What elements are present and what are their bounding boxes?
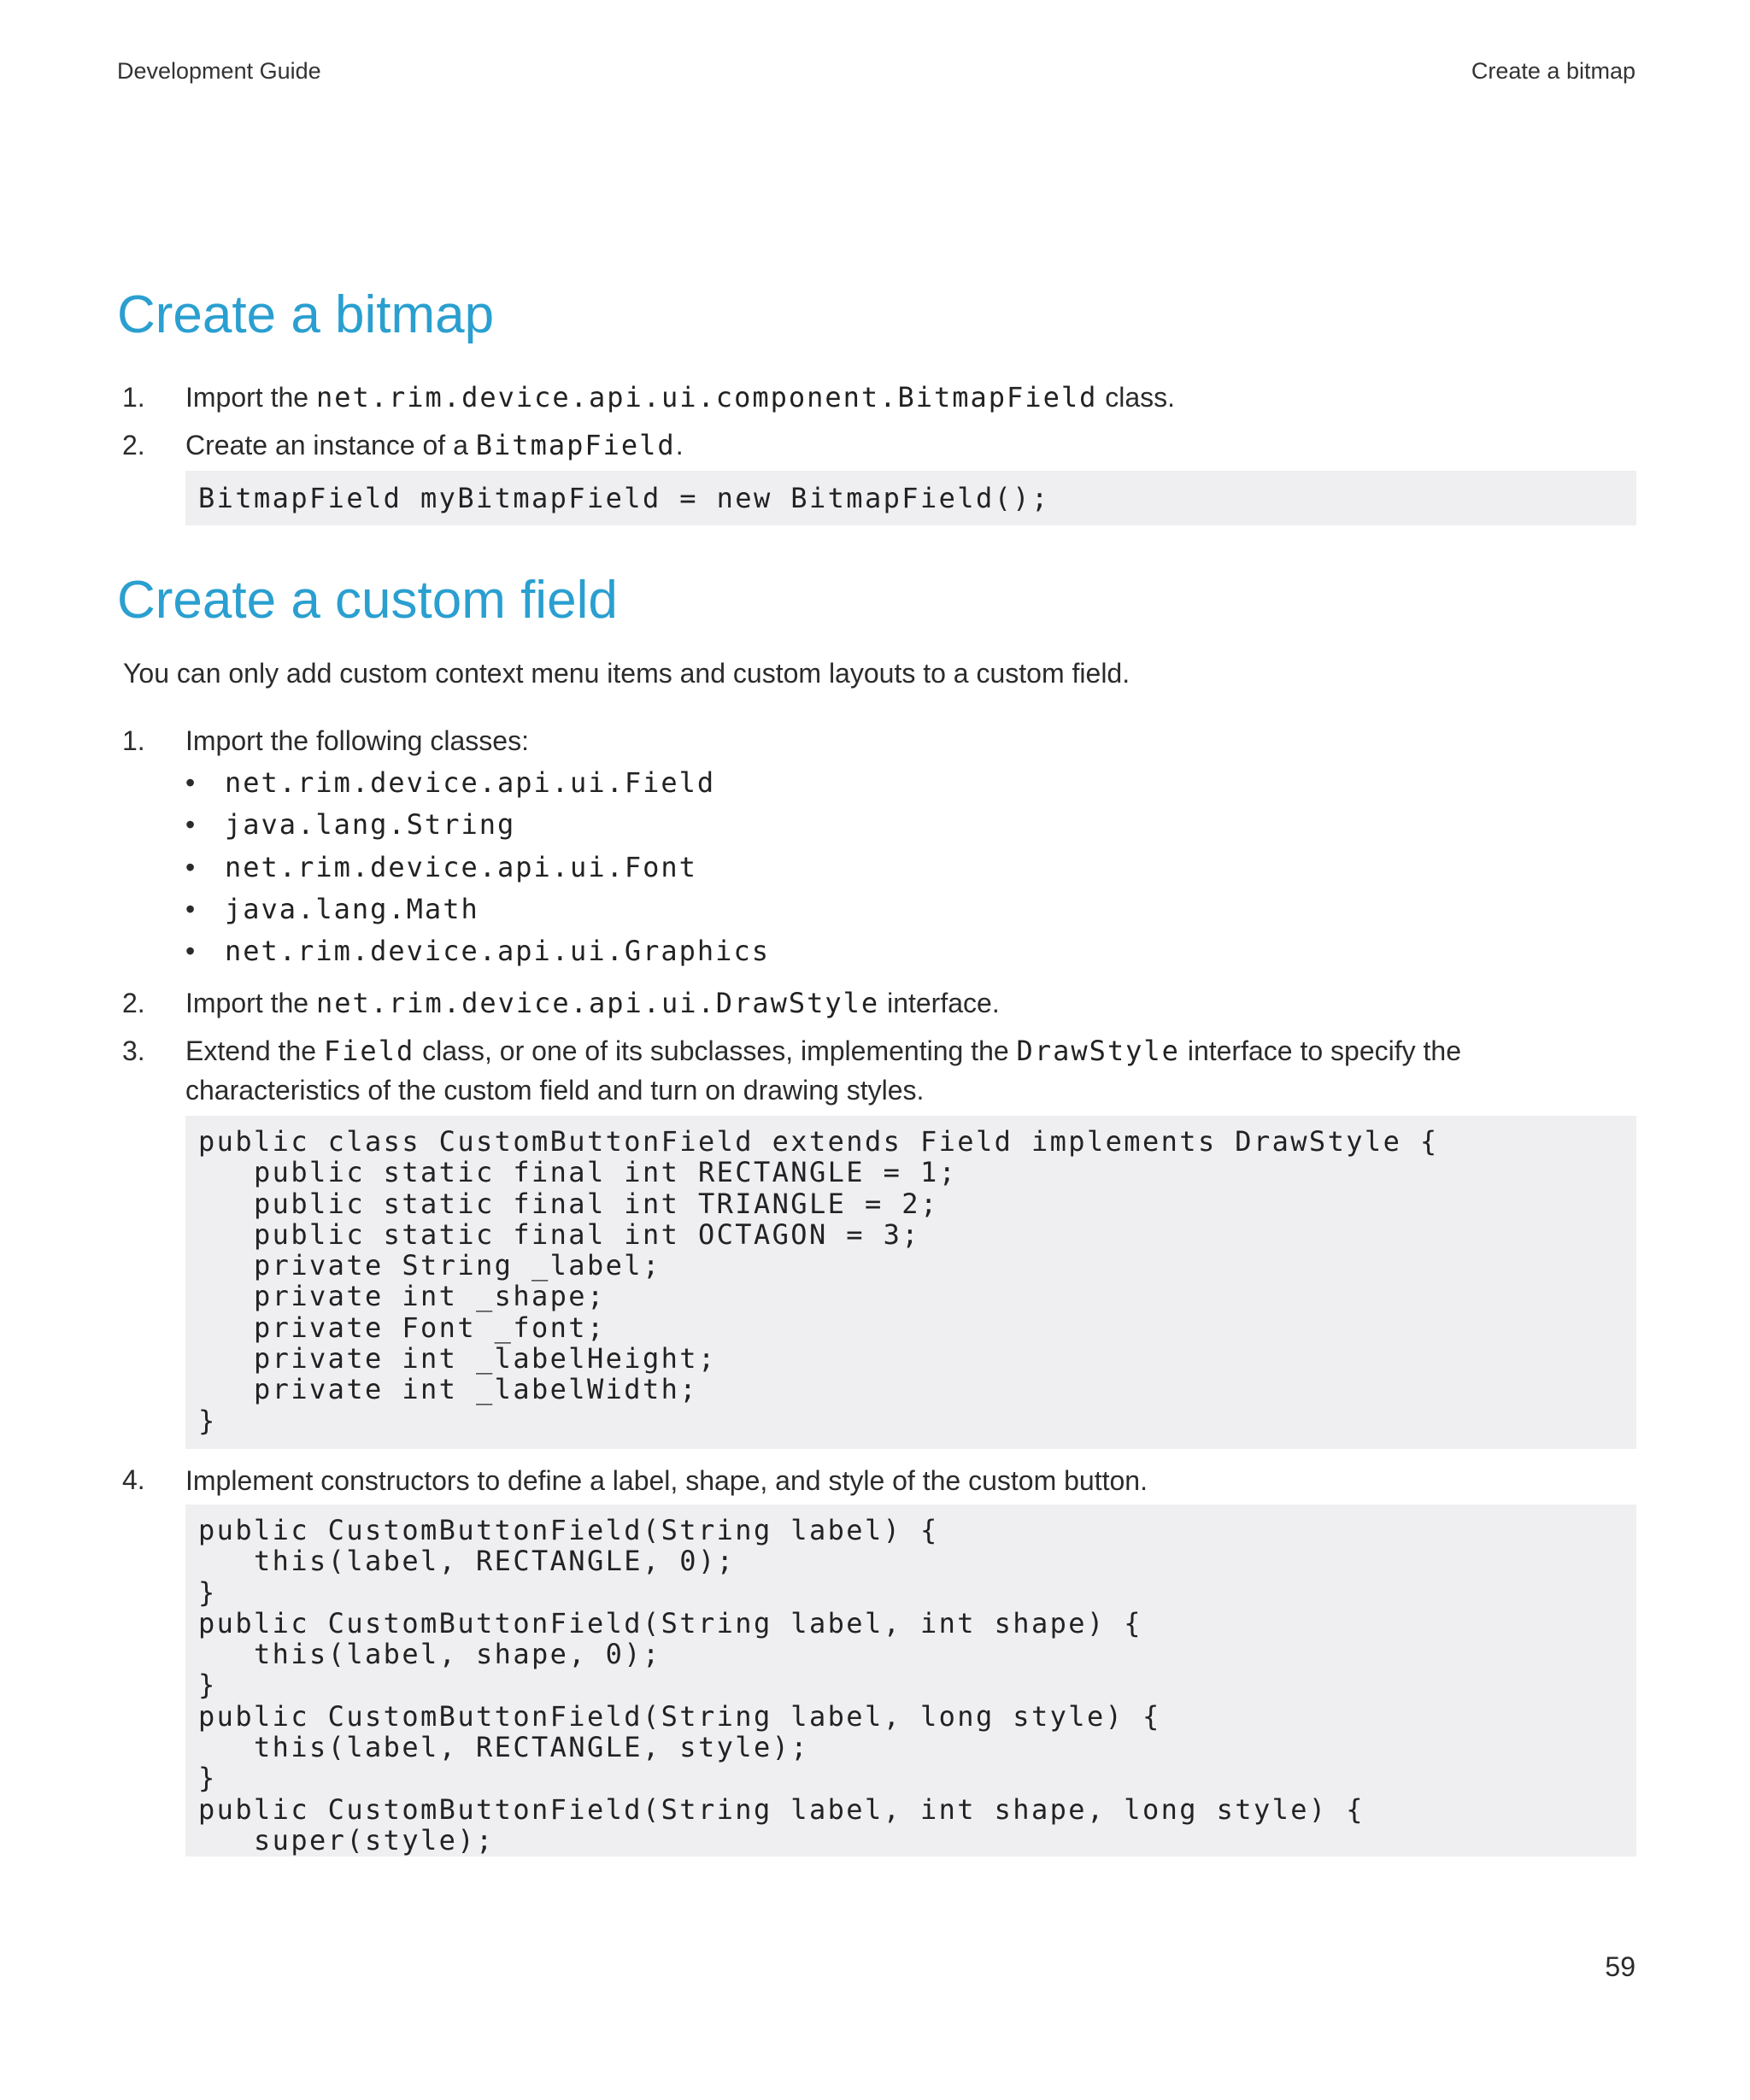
inline-code: BitmapField <box>475 429 676 461</box>
code-line: public static final int RECTANGLE = 1; <box>198 1156 958 1189</box>
code-line: public static final int OCTAGON = 3; <box>198 1217 920 1251</box>
step-create-instance <box>185 425 1638 465</box>
step-import-bitmapfield <box>185 378 1638 417</box>
bullet-dot: • <box>185 893 196 924</box>
page-number: 59 <box>1605 1951 1635 1982</box>
import-bullet-item <box>185 889 479 930</box>
import-bullet-item <box>185 804 515 846</box>
section-title-create-bitmap: Create a bitmap <box>117 285 495 344</box>
step-import-classes: Import the following classes: <box>185 725 529 756</box>
code-line: } <box>198 1669 217 1702</box>
step-number: 3. <box>122 1035 145 1066</box>
import-class-name: net.rim.device.api.ui.Graphics <box>225 935 770 968</box>
code-line: private int _shape; <box>198 1280 606 1313</box>
import-class-name: net.rim.device.api.ui.Field <box>225 766 716 799</box>
step-extend-field <box>185 1031 1638 1110</box>
step-text: class. <box>1097 382 1176 413</box>
code-block-bitmapfield <box>185 471 1636 525</box>
step-text: . <box>675 430 684 460</box>
inline-code: Field <box>323 1035 415 1067</box>
code-block-class-declaration <box>185 1116 1636 1449</box>
code-line: private Font _font; <box>198 1311 606 1344</box>
running-header-left: Development Guide <box>117 58 321 84</box>
code-line: this(label, RECTANGLE, 0); <box>198 1545 736 1578</box>
bullet-dot: • <box>185 809 196 841</box>
section-title-custom-field: Create a custom field <box>117 571 618 630</box>
step-text: Import the <box>185 988 316 1018</box>
intro-paragraph: You can only add custom context menu items and custom layouts to a custom field. <box>123 658 1130 689</box>
step-number: 2. <box>122 430 145 460</box>
step-number: 4. <box>122 1464 145 1495</box>
import-class-name: net.rim.device.api.ui.Font <box>225 850 697 883</box>
code-line: this(label, RECTANGLE, style); <box>198 1731 809 1764</box>
step-text: class, or one of its subclasses, implementing the <box>414 1035 1017 1066</box>
import-bullet-item <box>185 762 715 804</box>
step-text: Extend the <box>185 1035 324 1066</box>
inline-code: DrawStyle <box>1016 1035 1180 1067</box>
step-import-drawstyle <box>185 983 1638 1023</box>
step-text: Create an instance of a <box>185 430 476 460</box>
step-number: 2. <box>122 988 145 1018</box>
step-text: interface to specify the characteristics of the custom field and turn on drawing styles. <box>185 1035 1461 1106</box>
bullet-dot: • <box>185 851 196 883</box>
code-line: public CustomButtonField(String label, int shape) { <box>198 1606 1142 1640</box>
code-line: } <box>198 1404 217 1437</box>
code-line: private int _labelHeight; <box>198 1342 717 1376</box>
code-line: BitmapField myBitmapField = new BitmapField(); <box>198 482 1050 514</box>
step-number: 1. <box>122 382 145 413</box>
running-header-right: Create a bitmap <box>1471 58 1635 84</box>
code-line: this(label, shape, 0); <box>198 1638 661 1671</box>
code-line: private int _labelWidth; <box>198 1373 698 1406</box>
code-line: public static final int TRIANGLE = 2; <box>198 1187 939 1220</box>
code-line: super(style); <box>198 1823 495 1857</box>
step-text: Import the <box>185 382 316 413</box>
import-class-name: java.lang.Math <box>225 892 479 925</box>
inline-code: net.rim.device.api.ui.component.BitmapField <box>315 381 1098 414</box>
code-line: } <box>198 1575 217 1609</box>
code-block-constructors <box>185 1505 1636 1857</box>
code-line: private String _label; <box>198 1249 661 1282</box>
code-line: } <box>198 1762 217 1795</box>
bullet-dot: • <box>185 767 196 798</box>
import-bullet-item <box>185 930 770 972</box>
code-line: public CustomButtonField(String label, int shape, long style) { <box>198 1792 1365 1826</box>
bullet-dot: • <box>185 936 196 967</box>
inline-code: net.rim.device.api.ui.DrawStyle <box>315 987 880 1019</box>
step-text: interface. <box>879 988 1000 1018</box>
step-implement-constructors: Implement constructors to define a label, shape, and style of the custom button. <box>185 1465 1148 1496</box>
code-line: public CustomButtonField(String label, long style) { <box>198 1699 1161 1733</box>
import-class-name: java.lang.String <box>225 808 516 842</box>
code-line: public CustomButtonField(String label) { <box>198 1514 939 1546</box>
code-line: public class CustomButtonField extends Field implements DrawStyle { <box>198 1125 1439 1158</box>
step-number: 1. <box>122 725 145 756</box>
import-bullet-item <box>185 847 697 889</box>
